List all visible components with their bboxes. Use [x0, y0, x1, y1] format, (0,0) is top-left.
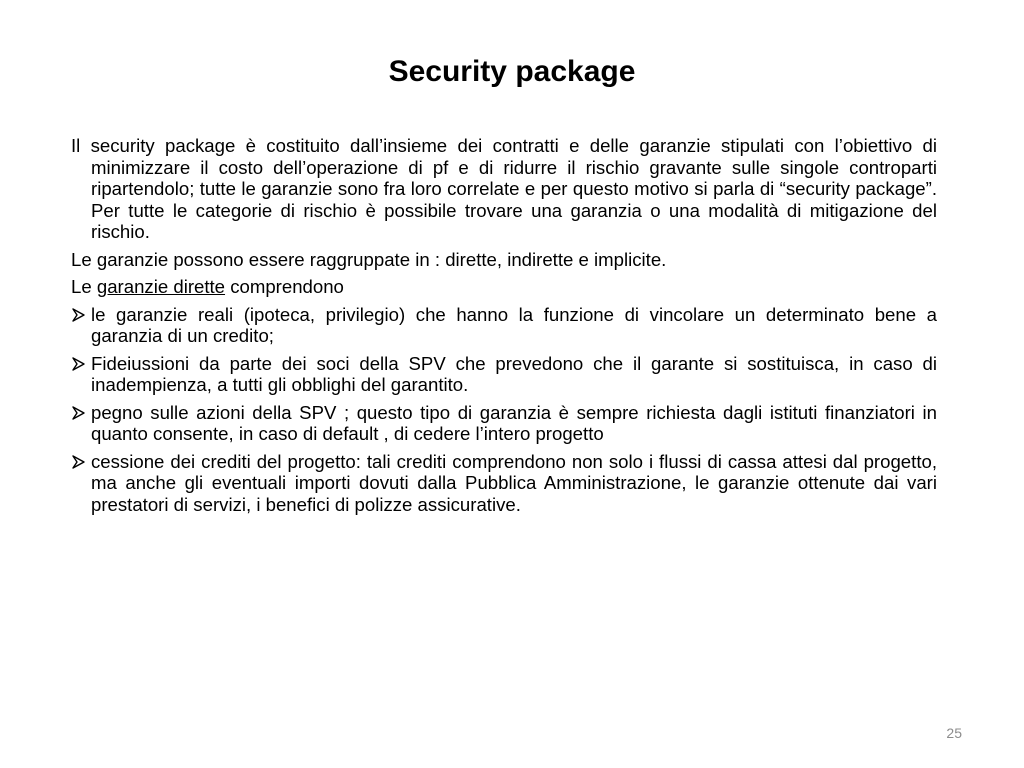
intro-paragraph: Il security package è costituito dall’insieme dei contratti e delle garanzie stipulati con l’obiettivo di minimizzare il costo dell’operazione di pf e di ridurre il rischio gravante sulle singole controparti ripartendolo; tutte le garanzie sono fra loro correlate e per questo motivo si parla di “security package”. Per tutte le categorie di rischio è possibile trovare una garanzia o una modalità di mitigazione del rischio. [71, 135, 937, 242]
direct-guarantees-heading [71, 276, 937, 298]
arrowhead-bullet-icon [71, 451, 89, 472]
slide-title: Security package [388, 55, 636, 88]
grouping-paragraph: Le garanzie possono essere raggruppate in : dirette, indirette e implicite. [71, 248, 667, 270]
direct-prefix: Le [71, 276, 97, 297]
list-item [71, 451, 937, 516]
list-item [71, 402, 937, 445]
arrowhead-bullet-icon [71, 304, 89, 325]
list-item [71, 353, 937, 396]
list-item-text: cessione dei crediti del progetto: tali crediti comprendono non solo i flussi di cassa attesi dal progetto, ma anche gli eventuali importi dovuti dalla Pubblica Amministrazione, le garanzie ottenute dai vari prestatori di servizi, i benefici di polizze assicurative. [91, 450, 937, 515]
slide-body [71, 135, 937, 521]
list-item-text: pegno sulle azioni della SPV ; questo tipo di garanzia è sempre richiesta dagli istituti finanziatori in quanto consente, in caso di default , di cedere l’intero progetto [91, 401, 937, 444]
arrowhead-bullet-icon [71, 353, 89, 374]
list-item [71, 304, 937, 347]
arrowhead-bullet-icon [71, 402, 89, 423]
list-item-text: le garanzie reali (ipoteca, privilegio) che hanno la funzione di vincolare un determinato bene a garanzia di un credito; [91, 303, 937, 346]
direct-guarantees-term: garanzie dirette [96, 276, 226, 297]
list-item-text: Fideiussioni da parte dei soci della SPV che prevedono che il garante si sostituisca, in caso di inadempienza, a tutti gli obblighi del garantito. [91, 352, 937, 395]
direct-suffix: comprendono [225, 276, 344, 297]
page-number: 25 [946, 725, 962, 741]
